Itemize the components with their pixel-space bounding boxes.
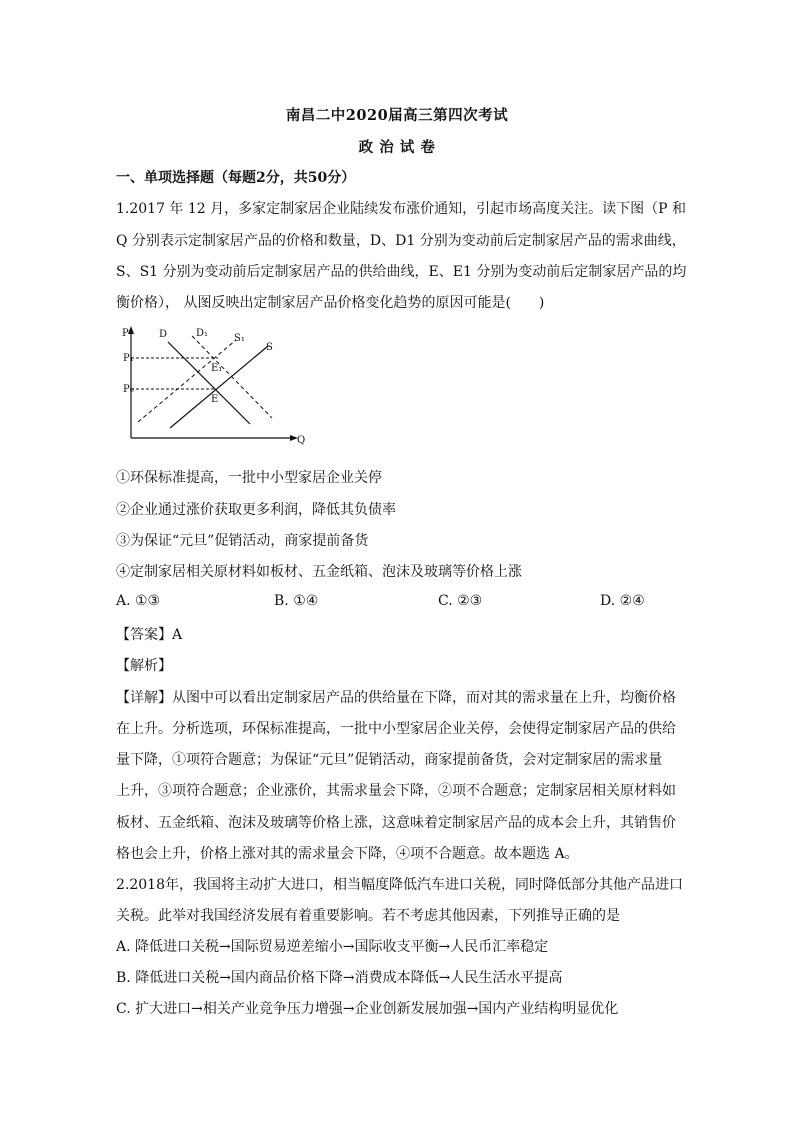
curve-label-d1: D₁ bbox=[196, 328, 209, 339]
q1-answer: 【答案】A bbox=[116, 627, 183, 643]
p-axis-arrow bbox=[128, 326, 134, 334]
q1-analysis-label: 【解析】 bbox=[116, 658, 172, 674]
equilibrium-label-e: E bbox=[211, 394, 219, 405]
p1-label: P₁ bbox=[123, 353, 134, 364]
exam-subtitle: 政 治 试 卷 bbox=[358, 139, 436, 156]
q1-statement: ①环保标准提高，一批中小型家居企业关停 bbox=[116, 470, 382, 486]
q1-explanation-line: 量下降，①项符合题意；为保证“元旦”促销活动，商家提前备货，会对定制家居的需求量 bbox=[116, 752, 663, 768]
q1-statement: ④定制家居相关原材料如板材、五金纸箱、泡沫及玻璃等价格上涨 bbox=[116, 564, 522, 580]
q1-statement: ②企业通过涨价获取更多利润，降低其负债率 bbox=[116, 502, 396, 518]
q2-option-b: B. 降低进口关税→国内商品价格下降→消费成本降低→人民生活水平提高 bbox=[116, 970, 563, 986]
q1-explanation-line: 格也会上升，价格上涨对其的需求量会下降，④项不合题意。故本题选 A。 bbox=[116, 846, 579, 862]
axis-p-label: P bbox=[122, 328, 129, 339]
supply-demand-graph bbox=[118, 322, 318, 450]
q1-option-d: D. ②④ bbox=[600, 593, 645, 609]
q1-stem-line: Q 分别表示定制家居产品的价格和数量，D、D1 分别为变动前后定制家居产品的需求曲线， bbox=[116, 233, 686, 249]
exam-title: 南昌二中2020届高三第四次考试 bbox=[285, 107, 509, 124]
q1-explanation-line: 上升，③项符合题意；企业涨价，其需求量会下降，②项不合题意；定制家居相关原材料如 bbox=[116, 783, 676, 799]
q2-stem-line: 关税。此举对我国经济发展有着重要影响。若不考虑其他因素，下列推导正确的是 bbox=[116, 908, 620, 924]
q1-statement: ③为保证“元旦”促销活动，商家提前备货 bbox=[116, 533, 369, 549]
q2-option-c: C. 扩大进口→相关产业竞争压力增强→企业创新发展加强→国内产业结构明显优化 bbox=[116, 1001, 619, 1017]
q1-stem-line: 衡价格）， 从图反映出定制家居产品价格变化趋势的原因可能是( ) bbox=[116, 295, 545, 311]
curve-label-d: D bbox=[159, 329, 168, 340]
axis-q-label: Q bbox=[297, 435, 306, 446]
equilibrium-label-e1: E₁ bbox=[211, 363, 223, 374]
supply-curve-s1 bbox=[138, 340, 236, 422]
q1-explanation-line: 在上升。分析选项，环保标准提高，一批中小型家居企业关停，会使得定制家居产品的供给 bbox=[116, 721, 676, 737]
q1-option-b: B. ①④ bbox=[274, 593, 319, 609]
curve-label-s1: S₁ bbox=[234, 333, 245, 344]
q2-option-a: A. 降低进口关税→国际贸易逆差缩小→国际收支平衡→人民币汇率稳定 bbox=[116, 939, 549, 955]
q1-option-c: C. ②③ bbox=[438, 593, 483, 609]
q2-stem-line: 2.2018年，我国将主动扩大进口，相当幅度降低汽车进口关税，同时降低部分其他产品进口 bbox=[116, 877, 683, 893]
p0-label: P₀ bbox=[123, 384, 134, 395]
curve-label-s: S bbox=[266, 342, 273, 353]
q1-option-a: A. ①③ bbox=[116, 593, 161, 609]
q1-explanation-line: 板材、五金纸箱、泡沫及玻璃等价格上涨，这意味着定制家居产品的成本会上升，其销售价 bbox=[116, 815, 676, 831]
section-heading: 一、单项选择题（每题2分，共50分） bbox=[116, 170, 356, 186]
q1-stem-line: S、S1 分别为变动前后定制家居产品的供给曲线，E、E1 分别为变动前后定制家居产品的均 bbox=[116, 264, 687, 280]
q1-stem-line: 1.2017 年 12 月，多家定制家居企业陆续发布涨价通知，引起市场高度关注。读下图（P 和 bbox=[116, 201, 687, 217]
q1-explanation-line: 【详解】从图中可以看出定制家居产品的供给量在下降，而对其的需求量在上升，均衡价格 bbox=[116, 690, 676, 706]
